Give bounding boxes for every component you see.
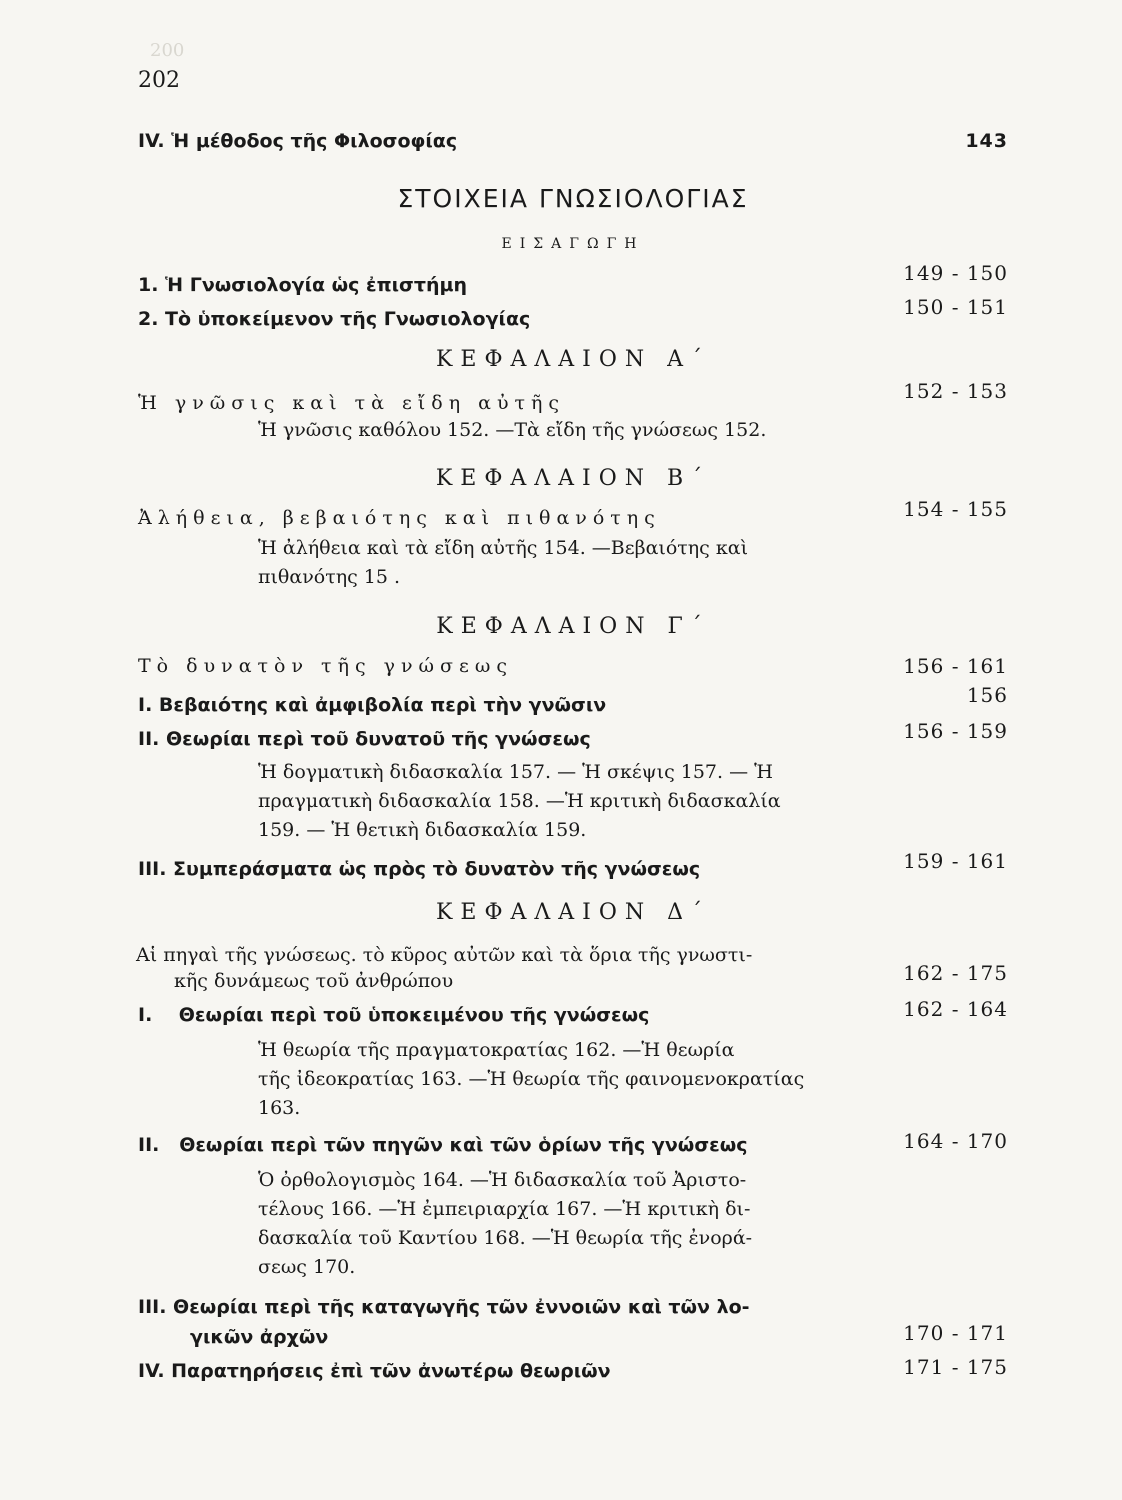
subentry-line: Ἡ θεωρία τῆς πραγματοκρατίας 162. —Ἡ θεωρία xyxy=(258,1039,735,1061)
entry-title: I. Βεβαιότης καὶ ἀμφιβολία περὶ τὴν γνῶσιν xyxy=(138,694,607,716)
chapter-a-heading: ΚΕΦΑΛΑΙΟΝ Α΄ xyxy=(435,347,711,372)
entry-pages: 154 - 155 xyxy=(903,497,1008,521)
entry-title: III. Συμπεράσματα ὡς πρὸς τὸ δυνατὸν τῆς γνώσεως xyxy=(138,858,701,880)
entry-pages: 152 - 153 xyxy=(903,379,1008,403)
subentry-line: τέλους 166. —Ἡ ἐμπειριαρχία 167. —Ἡ κριτικὴ δι- xyxy=(258,1198,751,1220)
subentry-line: 163. xyxy=(258,1097,301,1119)
chapter-c-heading: ΚΕΦΑΛΑΙΟΝ Γ΄ xyxy=(436,614,710,639)
entry-pages: 150 - 151 xyxy=(903,295,1008,319)
entry-pages: 156 xyxy=(966,683,1008,707)
entry-title: IV. Ἡ μέθοδος τῆς Φιλοσοφίας xyxy=(138,130,458,152)
subentry-line: δασκαλία τοῦ Καντίου 168. —Ἡ θεωρία τῆς ἐνορά- xyxy=(258,1227,753,1249)
chapter-a-subentries xyxy=(258,416,848,445)
entry-pages: 170 - 171 xyxy=(903,1321,1008,1345)
subentry-line: πιθανότης 15 . xyxy=(258,566,401,588)
entry-title: II. Θεωρίαι περὶ τῶν πηγῶν καὶ τῶν ὁρίων τῆς γνώσεως xyxy=(138,1134,748,1156)
subentry-line: πραγματικὴ διδασκαλία 158. —Ἡ κριτικὴ διδασκαλία xyxy=(258,790,781,812)
subentry-line: 159. — Ἡ θετικὴ διδασκαλία 159. xyxy=(258,819,587,841)
entry-pages: 162 - 164 xyxy=(903,997,1008,1021)
entry-pages: 171 - 175 xyxy=(903,1355,1008,1379)
entry-title: Ἀλήθεια, βεβαιότης καὶ πιθανότης xyxy=(138,507,661,529)
subentry-line: Ἡ ἀλήθεια καὶ τὰ εἴδη αὐτῆς 154. —Βεβαιότης καὶ xyxy=(258,537,749,559)
page-number: 202 xyxy=(138,68,180,93)
entry-title: IV. Παρατηρήσεις ἐπὶ τῶν ἀνωτέρω θεωριῶν xyxy=(138,1360,611,1382)
subentry-line: σεως 170. xyxy=(258,1256,356,1278)
subentry-line: Ἡ γνῶσις καθόλου 152. —Τὰ εἴδη τῆς γνώσεως 152. xyxy=(258,419,767,441)
entry-pages: 159 - 161 xyxy=(903,849,1008,873)
entry-title: I. Θεωρίαι περὶ τοῦ ὑποκειμένου τῆς γνώσεως xyxy=(138,1004,650,1026)
entry-title: 1. Ἡ Γνωσιολογία ὡς ἐπιστήμη xyxy=(138,274,468,296)
entry-title: 2. Τὸ ὑποκείμενον τῆς Γνωσιολογίας xyxy=(138,308,531,330)
entry-pages: 149 - 150 xyxy=(903,261,1008,285)
chapter-d-ii-subentries xyxy=(258,1166,848,1282)
entry-title: Τὸ δυνατὸν τῆς γνώσεως xyxy=(138,655,513,677)
entry-title: II. Θεωρίαι περὶ τοῦ δυνατοῦ τῆς γνώσεως xyxy=(138,728,591,750)
section-title: ΣΤΟΙΧΕΙΑ ΓΝΩΣΙΟΛΟΓΙΑΣ xyxy=(397,184,749,213)
chapter-d-heading: ΚΕΦΑΛΑΙΟΝ Δ΄ xyxy=(435,900,711,925)
bleed-through-text: 200 xyxy=(150,40,185,61)
subentry-line: Ὁ ὀρθολογισμὸς 164. —Ἡ διδασκαλία τοῦ Ἀριστο- xyxy=(258,1169,747,1191)
entry-pages: 156 - 159 xyxy=(903,719,1008,743)
entry-pages: 162 - 175 xyxy=(903,961,1008,985)
entry-title: Ἡ γνῶσις καὶ τὰ εἴδη αὐτῆς xyxy=(138,392,566,414)
entry-title: γικῶν ἀρχῶν xyxy=(190,1326,329,1348)
entry-pages: 156 - 161 xyxy=(903,654,1008,678)
chapter-c-ii-subentries xyxy=(258,758,848,845)
chapter-b-subentries xyxy=(258,534,848,592)
chapter-d-i-subentries xyxy=(258,1036,848,1123)
introduction-heading: ΕΙΣΑΓΩΓΗ xyxy=(501,236,645,252)
entry-title: Αἱ πηγαὶ τῆς γνώσεως. τὸ κῦρος αὐτῶν καὶ τὰ ὅρια τῆς γνωστι- xyxy=(136,944,753,966)
subentry-line: τῆς ἰδεοκρατίας 163. —Ἡ θεωρία τῆς φαινομενοκρατίας xyxy=(258,1068,805,1090)
entry-title: III. Θεωρίαι περὶ τῆς καταγωγῆς τῶν ἐννοιῶν καὶ τῶν λο- xyxy=(138,1296,750,1318)
chapter-b-heading: ΚΕΦΑΛΑΙΟΝ Β΄ xyxy=(435,466,711,491)
entry-title: κῆς δυνάμεως τοῦ ἀνθρώπου xyxy=(174,970,454,992)
entry-pages: 143 xyxy=(965,130,1008,152)
entry-pages: 164 - 170 xyxy=(903,1129,1008,1153)
subentry-line: Ἡ δογματικὴ διδασκαλία 157. — Ἡ σκέψις 157. — Ἡ xyxy=(258,761,773,783)
